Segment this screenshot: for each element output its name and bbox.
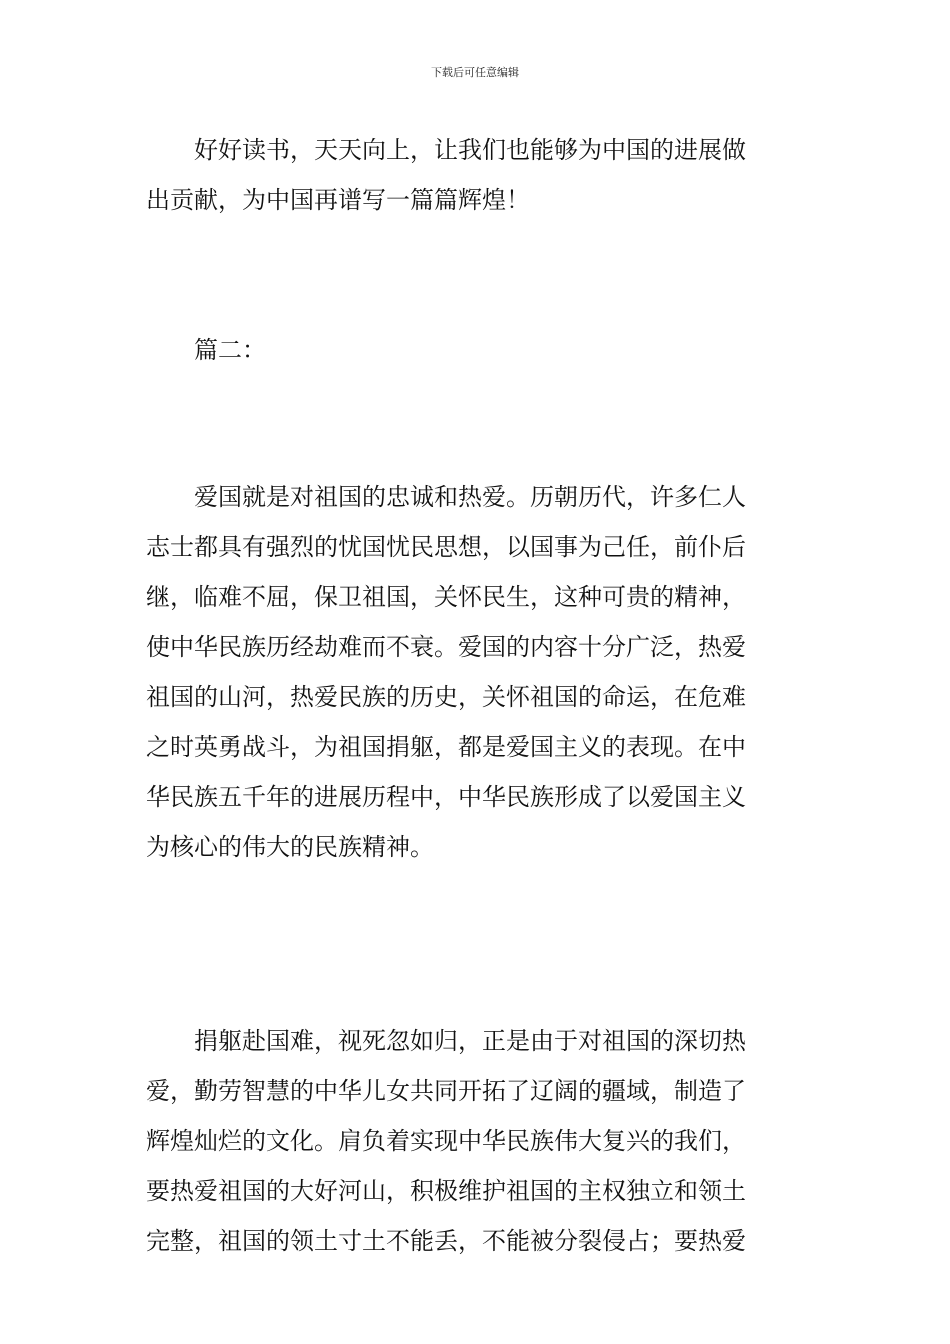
paragraph-line: 捐躯赴国难，视死忽如归，正是由于对祖国的深切热 [146, 1027, 746, 1055]
paragraph-line: 志士都具有强烈的忧国忧民思想，以国事为己任，前仆后 [146, 533, 746, 561]
paragraph-line: 要热爱祖国的大好河山，积极维护祖国的主权独立和领土 [146, 1177, 746, 1205]
paragraph-line: 辉煌灿烂的文化。肩负着实现中华民族伟大复兴的我们， [146, 1127, 746, 1155]
paragraph-line: 完整，祖国的领土寸土不能丢，不能被分裂侵占；要热爱 [146, 1227, 746, 1255]
paragraph-line: 之时英勇战斗，为祖国捐躯，都是爱国主义的表现。在中 [146, 733, 746, 761]
paragraph-line: 使中华民族历经劫难而不衰。爱国的内容十分广泛，热爱 [146, 633, 746, 661]
paragraph-line: 为核心的伟大的民族精神。 [146, 833, 434, 861]
paragraph-line: 好好读书，天天向上，让我们也能够为中国的进展做 [146, 136, 746, 164]
paragraph-line: 爱国就是对祖国的忠诚和热爱。历朝历代，许多仁人 [146, 483, 746, 511]
page-header: 下载后可任意编辑 [431, 66, 519, 79]
paragraph-line: 出贡献，为中国再谱写一篇篇辉煌！ [146, 186, 530, 214]
section-heading: 篇二： [146, 336, 266, 364]
paragraph-line: 爱，勤劳智慧的中华儿女共同开拓了辽阔的疆域，制造了 [146, 1077, 746, 1105]
paragraph-line: 祖国的山河，热爱民族的历史，关怀祖国的命运，在危难 [146, 683, 746, 711]
paragraph-line: 继，临难不屈，保卫祖国，关怀民生，这种可贵的精神， [146, 583, 746, 611]
paragraph-line: 华民族五千年的进展历程中，中华民族形成了以爱国主义 [146, 783, 746, 811]
